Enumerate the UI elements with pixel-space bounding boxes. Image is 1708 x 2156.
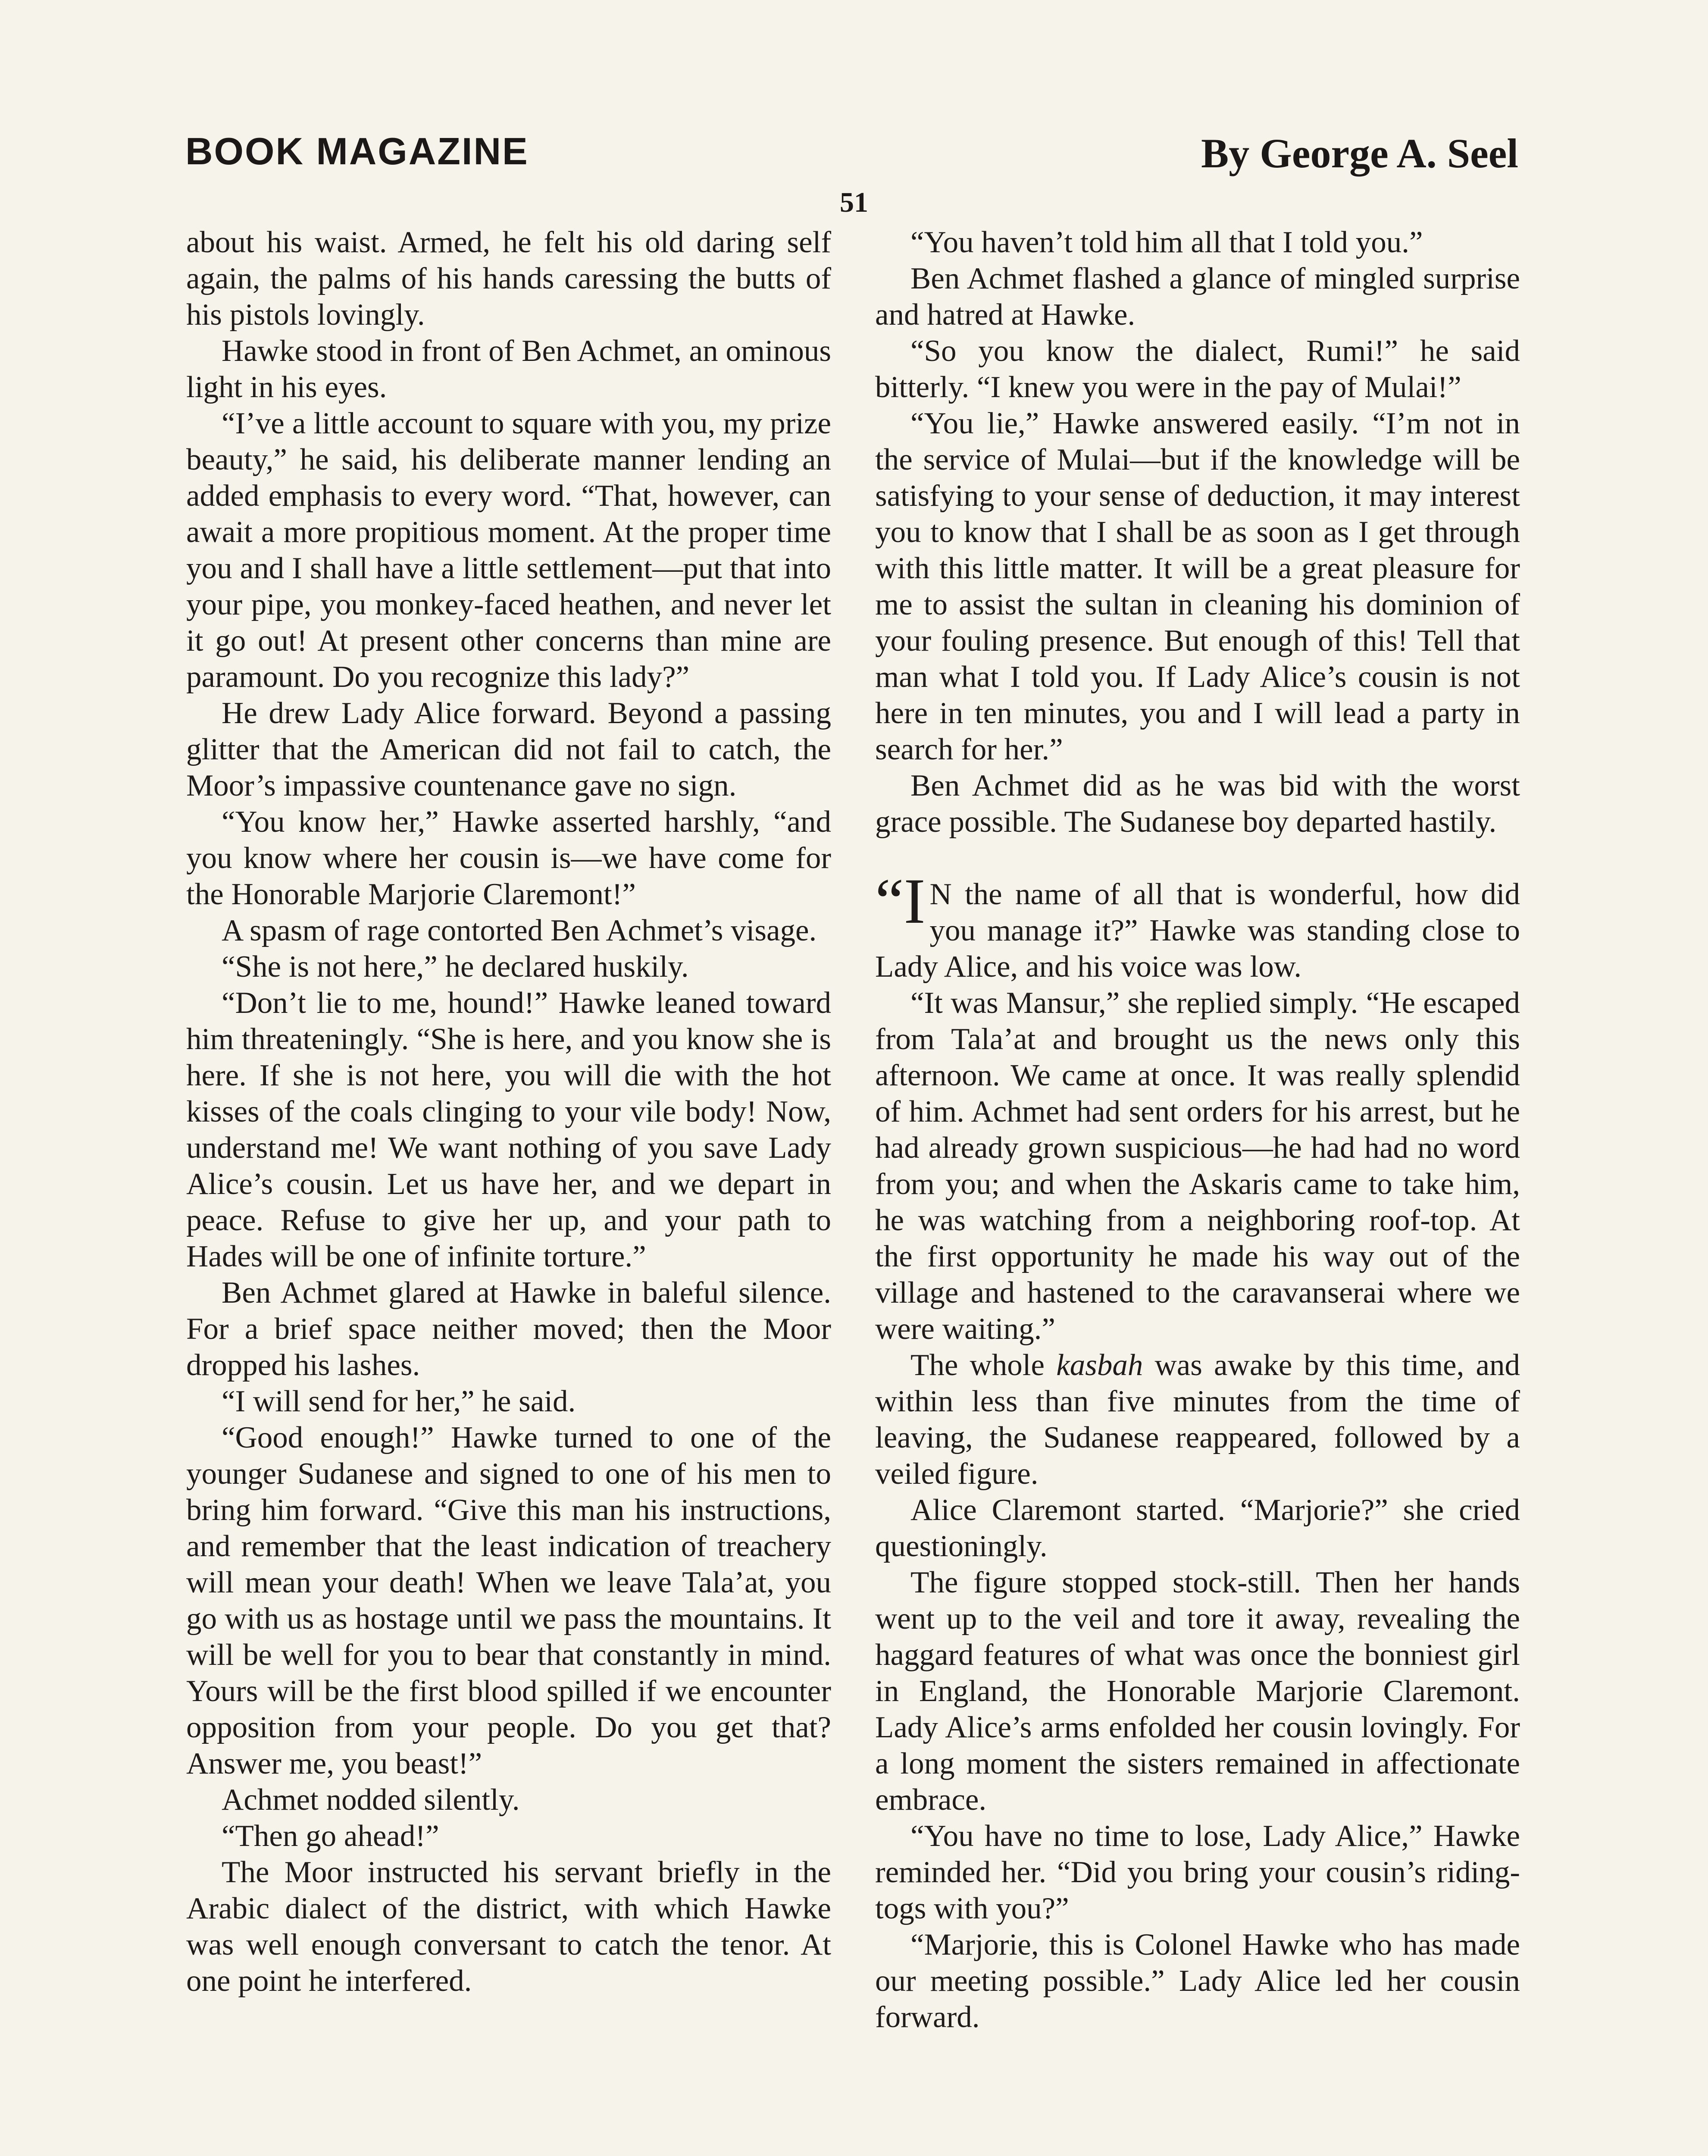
section-opening-text: N the name of all that is wonderful, how did you manage it?” Hawke was standing close to Lady Alice, and his voice was low. (875, 877, 1520, 984)
paragraph: He drew Lady Alice forward. Beyond a passing glitter that the American did not fail to catch, the Moor’s impassive countenance gave no sign. (186, 696, 831, 802)
paragraph: “You lie,” Hawke answered easily. “I’m not in the service of Mulai—but if the knowledge will be satisfying to your sense of deduction, it may interest you to know that I shall be as soon as I get through with this little matter. It will be a great pleasure for me to assist the sultan in cleaning his dominion of your fouling presence. But enough of this! Tell that man what I told you. If Lady Alice’s cousin is not here in ten minutes, you and I will lead a party in search for her.” (875, 407, 1520, 766)
paragraph: Ben Achmet glared at Hawke in baleful silence. For a brief space neither moved; then the Moor dropped his lashes. (186, 1276, 831, 1382)
paragraph: “Then go ahead!” (222, 1819, 439, 1853)
left-column (186, 224, 831, 1999)
paragraph: “You know her,” Hawke asserted harshly, “and you know where her cousin is—we have come for the Honorable Marjorie Claremont!” (186, 805, 831, 911)
paragraph: “I’ve a little account to square with you, my prize beauty,” he said, his deliberate manner lending an added emphasis to every word. “That, however, can await a more propitious moment. At the proper time you and I shall have a little settlement—put that into your pipe, you monkey-faced heathen, and never let it go out! At present other concerns than mine are paramount. Do you recognize this lady?” (186, 407, 831, 694)
paragraph: The Moor instructed his servant briefly in the Arabic dialect of the district, with which Hawke was well enough conversant to catch the tenor. At one point he interfered. (186, 1855, 831, 1998)
paragraph: Alice Claremont started. “Marjorie?” she cried questioningly. (875, 1493, 1520, 1563)
paragraph: “Don’t lie to me, hound!” Hawke leaned toward him threateningly. “She is here, and you know she is here. If she is not here, you will die with the hot kisses of the coals clinging to your vile body! Now, understand me! We want nothing of you save Lady Alice’s cousin. Let us have her, and we depart in peace. Refuse to give her up, and your path to Hades will be one of infinite torture.” (186, 986, 831, 1273)
paragraph: “I will send for her,” he said. (222, 1385, 576, 1418)
text-span: The whole (910, 1348, 1057, 1382)
magazine-title: BOOK MAGAZINE (185, 130, 529, 172)
paragraph: Hawke stood in front of Ben Achmet, an ominous light in his eyes. (186, 334, 831, 404)
paragraph: “You haven’t told him all that I told you.” (910, 226, 1423, 259)
paragraph: A spasm of rage contorted Ben Achmet’s visage. (222, 914, 817, 947)
paragraph: Ben Achmet did as he was bid with the worst grace possible. The Sudanese boy departed hastily. (875, 769, 1520, 839)
page-number: 51 (840, 187, 868, 218)
paragraph: “Marjorie, this is Colonel Hawke who has made our meeting possible.” Lady Alice led her cousin forward. (875, 1928, 1520, 2034)
paragraph: “She is not here,” he declared huskily. (222, 950, 689, 984)
paragraph: The figure stopped stock-still. Then her hands went up to the veil and tore it away, revealing the haggard features of what was once the bonniest girl in England, the Honorable Marjorie Claremont. Lady Alice’s arms enfolded her cousin lovingly. For a long moment the sisters remained in affectionate embrace. (875, 1566, 1520, 1817)
paragraph-kasbah (875, 1347, 1520, 1492)
paragraph: Achmet nodded silently. (222, 1783, 520, 1817)
drop-cap (875, 865, 926, 937)
paragraph: about his waist. Armed, he felt his old daring self again, the palms of his hands caressing the butts of his pistols lovingly. (186, 226, 831, 332)
italic-word-kasbah: kasbah (1056, 1348, 1143, 1382)
section-opening-paragraph (875, 865, 1520, 985)
paragraph: “You have no time to lose, Lady Alice,” Hawke reminded her. “Did you bring your cousin’s riding-togs with you?” (875, 1819, 1520, 1925)
right-column (875, 224, 1520, 2035)
paragraph: “Good enough!” Hawke turned to one of the younger Sudanese and signed to one of his men to bring him forward. “Give this man his instructions, and remember that the least indication of treachery will mean your death! When we leave Tala’at, you go with us as hostage until we pass the mountains. It will be well for you to bear that constantly in mind. Yours will be the first blood spilled if we encounter opposition from your people. Do you get that? Answer me, you beast!” (186, 1421, 831, 1780)
author-byline: By George A. Seel (1201, 130, 1518, 176)
drop-cap-letter: I (904, 865, 926, 937)
paragraph: Ben Achmet flashed a glance of mingled surprise and hatred at Hawke. (875, 262, 1520, 332)
paragraph: “So you know the dialect, Rumi!” he said bitterly. “I knew you were in the pay of Mulai!” (875, 334, 1520, 404)
paragraph: “It was Mansur,” she replied simply. “He escaped from Tala’at and brought us the news only this afternoon. We came at once. It was really splendid of him. Achmet had sent orders for his arrest, but he had already grown suspicious—he had had no word from you; and when the Askaris came to take him, he was watching from a neighboring roof-top. At the first opportunity he made his way out of the village and hastened to the caravanserai where we were waiting.” (875, 986, 1520, 1346)
text-span: was awake by this time, and within less than five minutes from the time of leaving, the Sudanese reappeared, followed by a veiled figure. (875, 1348, 1520, 1491)
drop-cap-quote: “ (875, 865, 904, 937)
